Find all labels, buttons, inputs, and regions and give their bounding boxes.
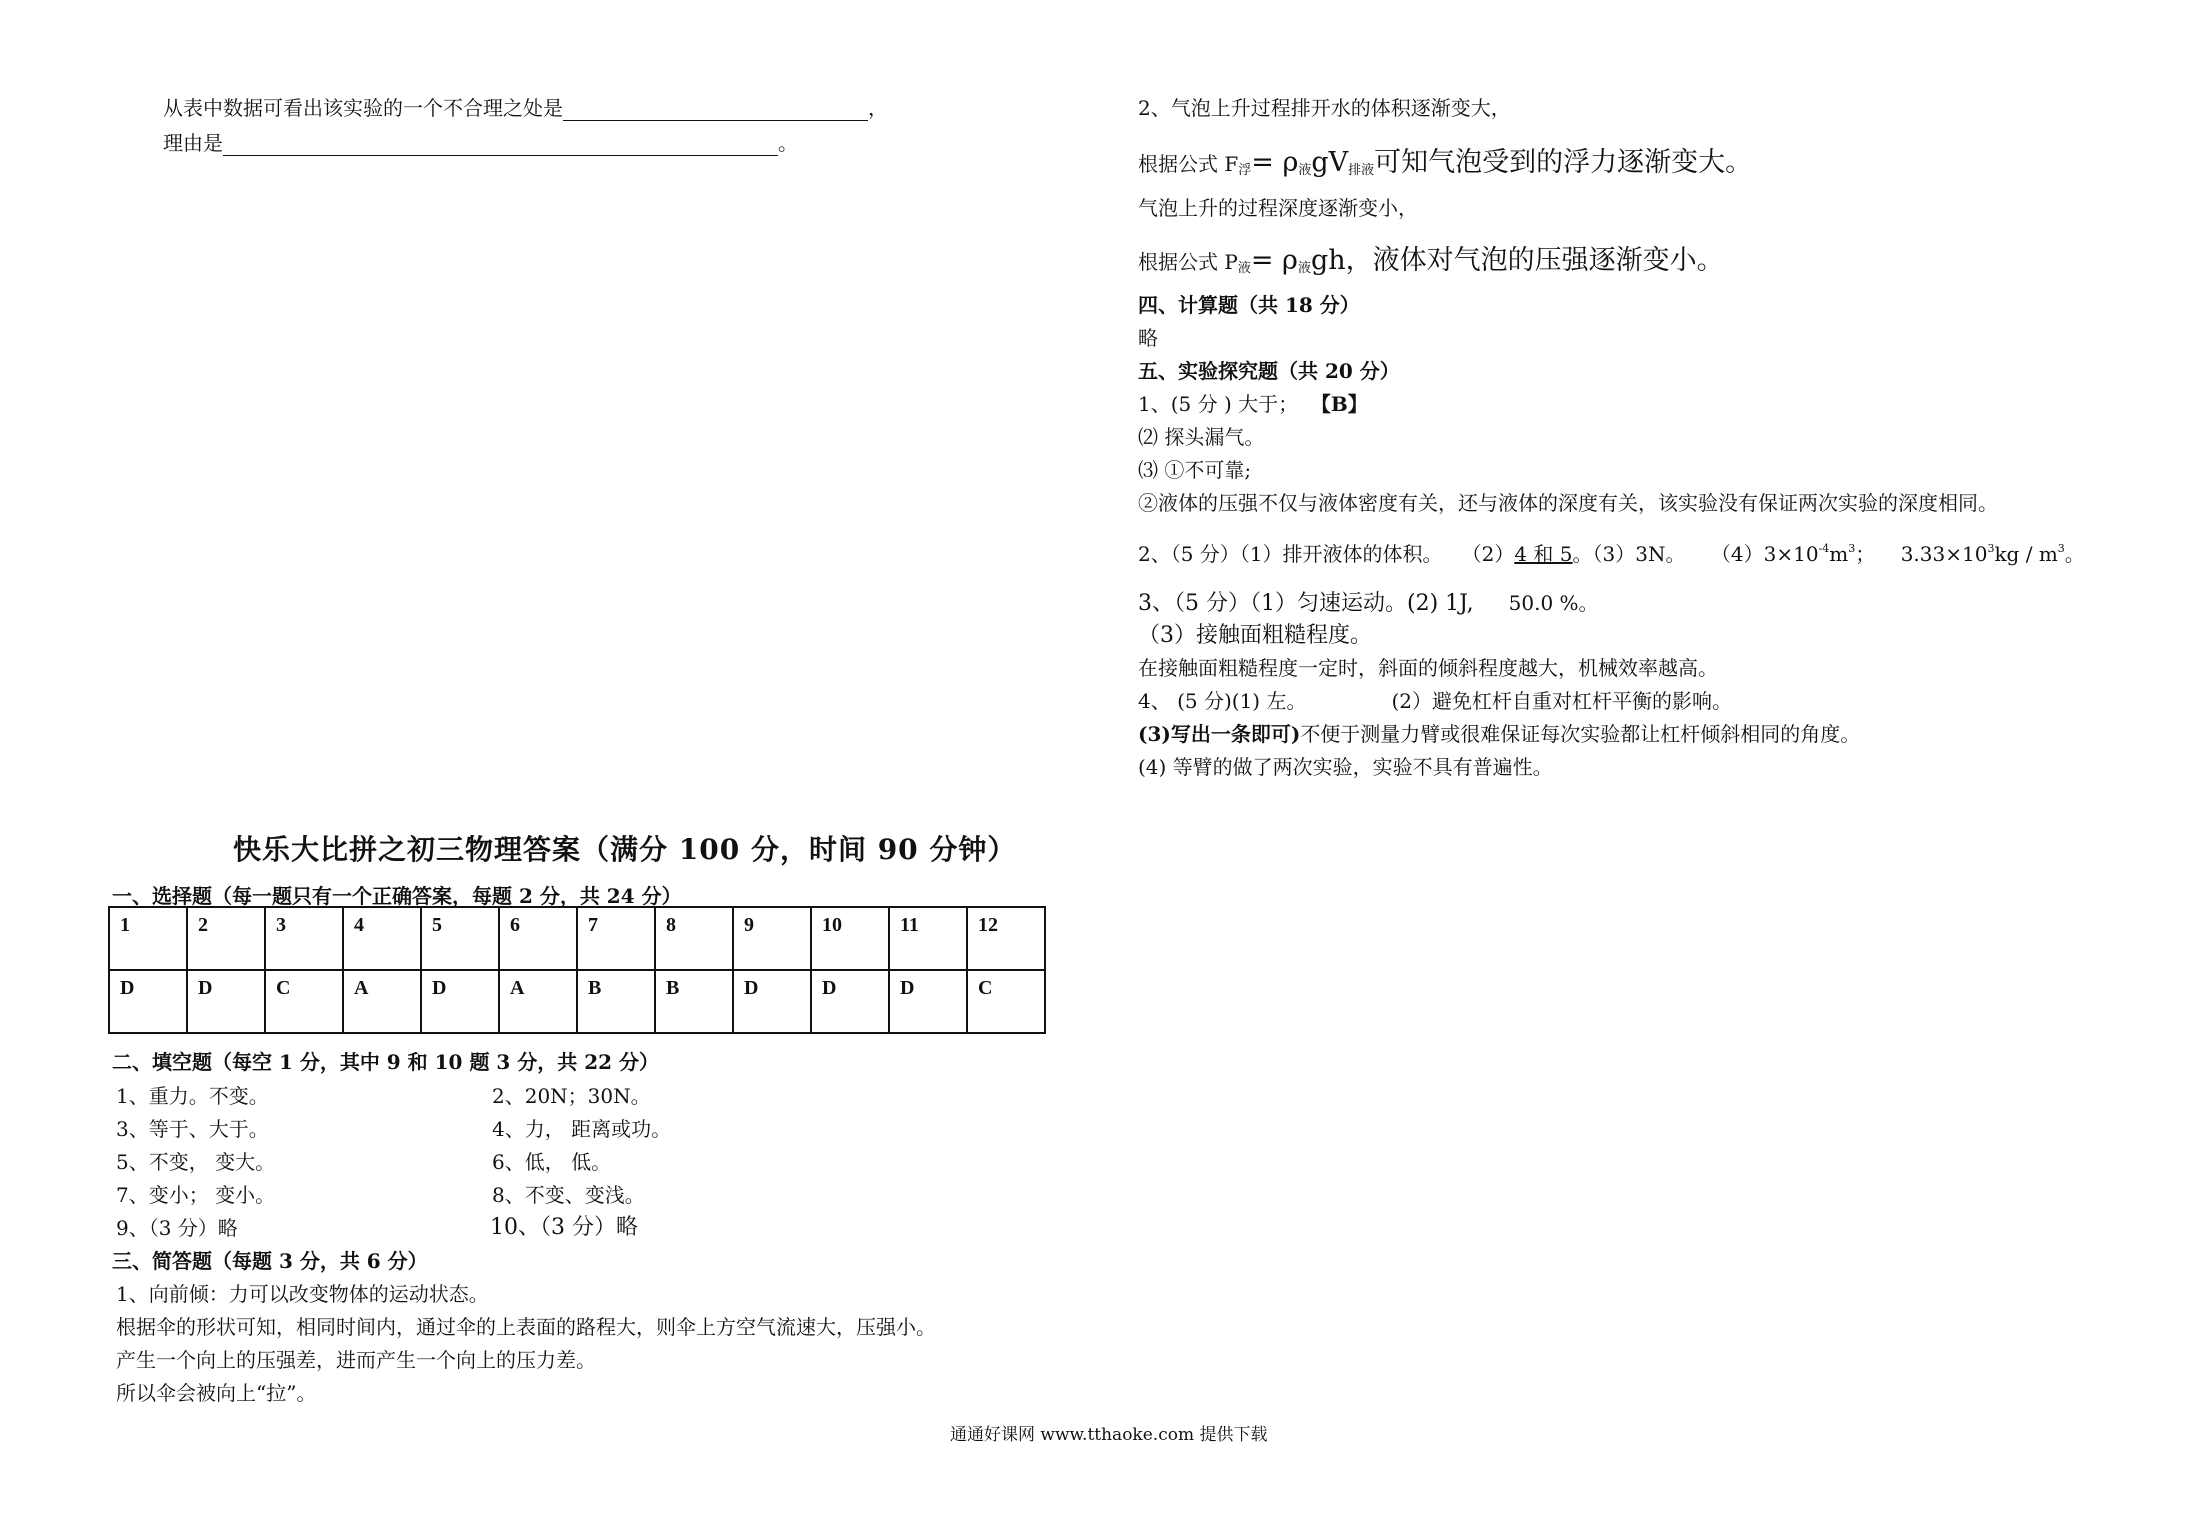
section-3-heading: 三、简答题（每题 3 分，共 6 分） <box>112 1249 428 1273</box>
formula-sub: 排液 <box>1348 163 1375 178</box>
exp-4-bold: (3)写出一条即可) <box>1138 722 1301 746</box>
answer-title: 快乐大比拼之初三物理答案（满分 100 分，时间 90 分钟） <box>233 833 1017 866</box>
answer-table <box>108 906 1046 1034</box>
exp-1-text: 1、(5 分 ) 大于； <box>1138 392 1299 416</box>
table-cell: 10 <box>811 907 889 970</box>
exp-2-sup: 3 <box>1987 542 1995 555</box>
table-cell: 6 <box>499 907 577 970</box>
exp-4-text: 4、 (5 分)(1) 左。 <box>1138 689 1307 713</box>
exp-1-line-4: ②液体的压强不仅与液体密度有关，还与液体的深度有关，该实验没有保证两次实验的深度相同。 <box>1138 491 1998 515</box>
formula-prefix: 根据公式 F <box>1138 152 1239 176</box>
table-cell: A <box>343 970 421 1033</box>
exp-2-line <box>1138 538 2085 567</box>
section-4-heading: 四、计算题（共 18 分） <box>1138 293 1360 317</box>
short-answer-4: 所以伞会被向上“拉”。 <box>116 1381 317 1405</box>
exp-2-sup: -4 <box>1818 542 1830 555</box>
table-cell: 5 <box>421 907 499 970</box>
left-question-line2 <box>163 127 798 156</box>
exp-4-text: 不便于测量力臂或很难保证每次实验都让杠杆倾斜相同的角度。 <box>1300 722 1861 746</box>
table-cell: A <box>499 970 577 1033</box>
short-answer-3: 产生一个向上的压强差，进而产生一个向上的压力差。 <box>116 1348 596 1372</box>
table-cell: 1 <box>109 907 187 970</box>
table-cell: D <box>889 970 967 1033</box>
exp-4-text: (2）避免杠杆自重对杠杆平衡的影响。 <box>1391 689 1732 713</box>
exp-4-line-2 <box>1138 718 1860 747</box>
fill-10: 10、（3 分）略 <box>490 1215 638 1240</box>
left-line1-suffix: ， <box>868 96 888 120</box>
fill-2: 2、20N；30N。 <box>492 1084 651 1108</box>
exp-2-part: ； <box>1855 542 1876 566</box>
short-answer-1: 1、向前倾：力可以改变物体的运动状态。 <box>116 1282 489 1306</box>
exp-2-part: （4）3×10 <box>1710 542 1819 566</box>
fill-9: 9、（3 分）略 <box>116 1216 238 1240</box>
exp-1-line-1 <box>1138 388 1368 417</box>
left-question-line1 <box>163 92 888 121</box>
fill-8: 8、不变、变浅。 <box>492 1183 645 1207</box>
exp-3-line-1 <box>1138 586 1599 617</box>
table-cell: 4 <box>343 907 421 970</box>
left-line2-suffix: 。 <box>778 131 798 155</box>
table-cell: D <box>811 970 889 1033</box>
table-cell: 2 <box>187 907 265 970</box>
exp-2-part: kg / m <box>1994 542 2058 566</box>
exp-2-sup: 3 <box>2057 542 2065 555</box>
formula-conclusion: gh，液体对气泡的压强逐渐变小。 <box>1310 245 1724 276</box>
table-cell: D <box>187 970 265 1033</box>
right-line-1: 2、气泡上升过程排开水的体积逐渐变大， <box>1138 96 1511 120</box>
formula-part: gV <box>1311 147 1349 178</box>
exp-1-line-2: ⑵ 探头漏气。 <box>1138 425 1265 449</box>
right-line-2 <box>1138 140 1752 179</box>
fill-6: 6、低， 低。 <box>492 1150 612 1174</box>
fill-5: 5、不变， 变大。 <box>116 1150 276 1174</box>
exp-2-part: 3.33×10 <box>1900 542 1988 566</box>
section-2-heading: 二、填空题（每空 1 分，其中 9 和 10 题 3 分，共 22 分） <box>112 1050 660 1074</box>
exp-2-underlined: 4 和 5 <box>1514 542 1573 566</box>
exp-3-line-3: 在接触面粗糙程度一定时，斜面的倾斜程度越大，机械效率越高。 <box>1138 656 1718 680</box>
formula-sub: 浮 <box>1238 163 1252 178</box>
exp-2-part: m <box>1829 542 1849 566</box>
exp-3-text: 3、（5 分）（1）匀速运动。(2) 1J, <box>1138 591 1474 616</box>
section-4-answer: 略 <box>1138 326 1158 350</box>
section-1-heading: 一、选择题（每一题只有一个正确答案，每题 2 分，共 24 分） <box>112 884 682 908</box>
left-line1-text: 从表中数据可看出该实验的一个不合理之处是 <box>163 96 563 120</box>
fill-4: 4、力， 距离或功。 <box>492 1117 672 1141</box>
exp-3-efficiency: 50.0 %。 <box>1508 591 1599 615</box>
table-cell: 8 <box>655 907 733 970</box>
right-line-3: 气泡上升的过程深度逐渐变小， <box>1138 196 1418 220</box>
formula-prefix: 根据公式 P <box>1138 250 1238 274</box>
answer-blank-1 <box>563 98 868 121</box>
right-line-4 <box>1138 238 1724 277</box>
exp-4-line-1 <box>1138 685 1732 714</box>
table-cell: 12 <box>967 907 1045 970</box>
table-cell: D <box>109 970 187 1033</box>
section-5-heading: 五、实验探究题（共 20 分） <box>1138 359 1400 383</box>
formula-sub: 液 <box>1298 163 1312 178</box>
table-cell: 9 <box>733 907 811 970</box>
footer-text: 通通好课网 www.tthaoke.com 提供下载 <box>950 1425 1268 1445</box>
fill-7: 7、变小； 变小。 <box>116 1183 276 1207</box>
exp-1-line-3: ⑶ ①不可靠; <box>1138 458 1252 482</box>
answer-blank-2 <box>223 133 778 156</box>
table-cell: B <box>577 970 655 1033</box>
exp-2-part: （2） <box>1461 542 1515 566</box>
table-cell: C <box>265 970 343 1033</box>
table-cell: 11 <box>889 907 967 970</box>
formula-part: = ρ <box>1251 147 1299 178</box>
table-row <box>109 970 1045 1033</box>
fill-1: 1、重力。不变。 <box>116 1084 269 1108</box>
table-cell: C <box>967 970 1045 1033</box>
formula-sub: 液 <box>1237 261 1251 276</box>
table-cell: B <box>655 970 733 1033</box>
table-cell: 3 <box>265 907 343 970</box>
exp-2-part: 2、（5 分）（1）排开液体的体积。 <box>1138 542 1443 566</box>
table-cell: D <box>421 970 499 1033</box>
exp-4-line-3: (4) 等臂的做了两次实验，实验不具有普遍性。 <box>1138 755 1553 779</box>
exp-2-sup: 3 <box>1848 542 1856 555</box>
formula-part: = ρ <box>1250 245 1298 276</box>
formula-conclusion: 可知气泡受到的浮力逐渐变大。 <box>1374 147 1753 178</box>
table-cell: 7 <box>577 907 655 970</box>
table-row <box>109 907 1045 970</box>
formula-sub: 液 <box>1297 261 1311 276</box>
short-answer-2: 根据伞的形状可知，相同时间内，通过伞的上表面的路程大，则伞上方空气流速大，压强小。 <box>116 1315 936 1339</box>
table-cell: D <box>733 970 811 1033</box>
exp-3-line-2: （3）接触面粗糙程度。 <box>1138 623 1372 648</box>
exp-2-part: 。（3）3N。 <box>1572 542 1686 566</box>
fill-3: 3、等于、大于。 <box>116 1117 269 1141</box>
exp-1-choice: 【B】 <box>1310 392 1368 416</box>
left-line2-text: 理由是 <box>163 131 223 155</box>
exp-2-part: 。 <box>2064 542 2085 566</box>
